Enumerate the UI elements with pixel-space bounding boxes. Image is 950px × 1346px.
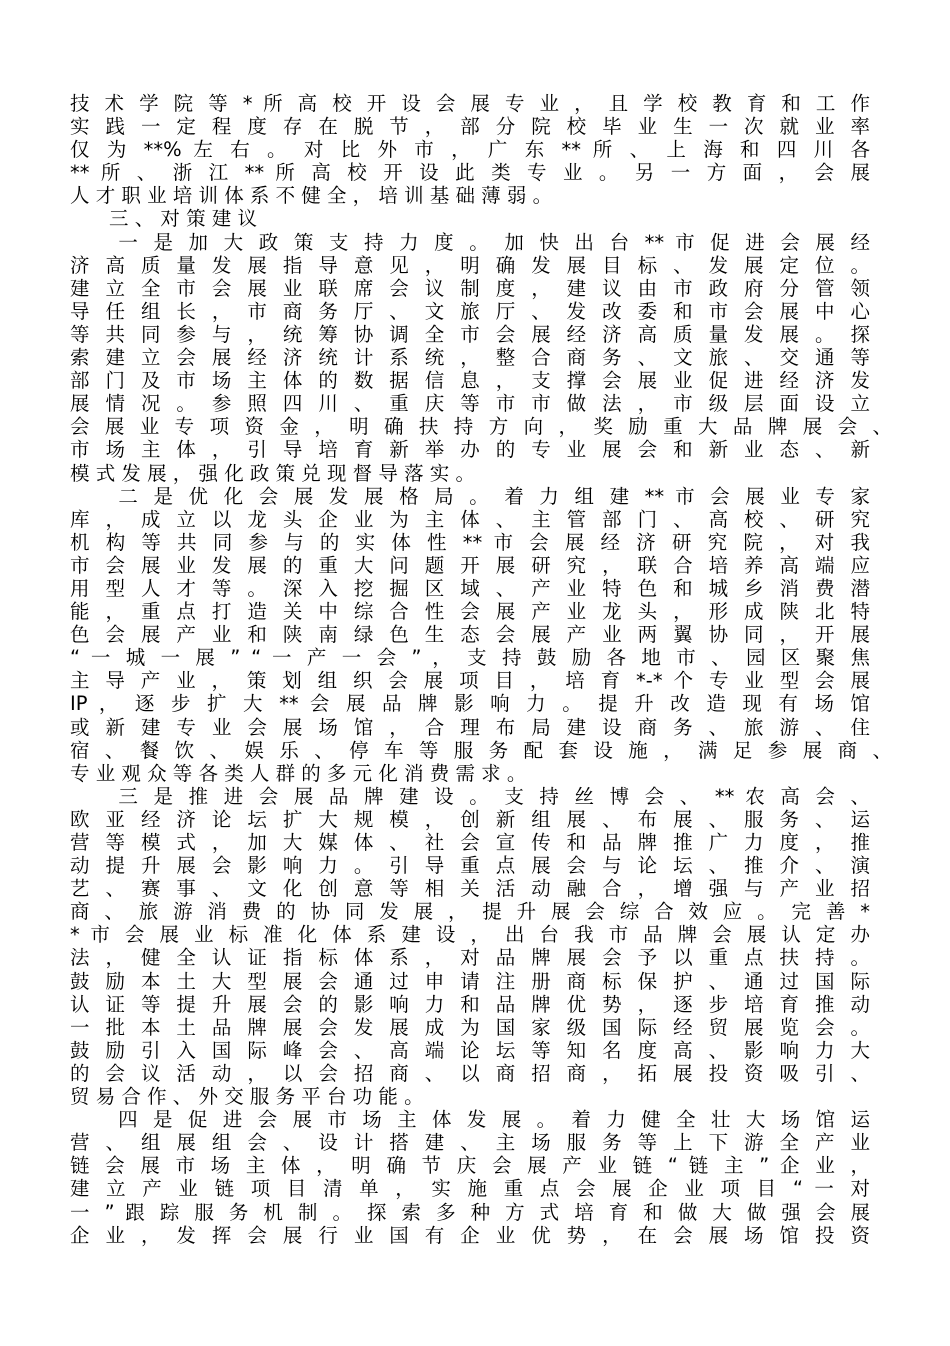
text-line: 市 会 展 业 发 展 的 重 大 问 题 开 展 研 究 ， 联 合 培 养 高 端 应 [70,553,870,577]
text-line: 展 情 况 。 参 照 四 川 、 重 庆 等 市 市 做 法 ， 市 级 层 面 设 立 [70,392,870,416]
text-line: 建 立 产 业 链 项 目 清 单 ， 实 施 重 点 会 展 企 业 项 目 “ 一 对 [70,1177,870,1201]
text-line: 库 ， 成 立 以 龙 头 企 业 为 主 体 、 主 管 部 门 、 高 校 、 研 究 [70,507,870,531]
text-line: 鼓 励 引 入 国 际 峰 会 、 高 端 论 坛 等 知 名 度 高 、 影 响 力 大 [70,1038,870,1062]
text-line: 一 是 加 大 政 策 支 持 力 度 。 加 快 出 台 ** 市 促 进 会 展 经 [70,230,870,254]
text-line: 主 导 产 业 ， 策 划 组 织 会 展 项 目 ， 培 育 *-* 个 专 业 型 会 展 [70,669,870,693]
text-line: 二 是 优 化 会 展 发 展 格 局 。 着 力 组 建 ** 市 会 展 业 专 家 [70,484,870,508]
text-line: 建 立 全 市 会 展 业 联 席 会 议 制 度 ， 建 议 由 市 政 府 分 管 领 [70,276,870,300]
text-line: 部 门 及 市 场 主 体 的 数 据 信 息 ， 支 撑 会 展 业 促 进 经 济 发 [70,369,870,393]
text-line: 一 批 本 土 品 牌 展 会 发 展 成 为 国 家 级 国 际 经 贸 展 览 会 。 [70,1015,870,1039]
text-line: ** 所 、 浙 江 ** 所 高 校 开 设 此 类 专 业 。 另 一 方 面 ， 会 展 [70,161,870,185]
text-line: 企 业 ， 发 挥 会 展 行 业 国 有 企 业 优 势 ， 在 会 展 场 馆 投 资 [70,1223,870,1247]
text-line: 导 任 组 长 ， 市 商 务 厅 、 文 旅 厅 、 发 改 委 和 市 会 展 中 心 [70,299,870,323]
text-line: 认 证 等 提 升 展 会 的 影 响 力 和 品 牌 优 势 ， 逐 步 培 育 推 动 [70,992,870,1016]
text-line: 法 ， 健 全 认 证 指 标 体 系 ， 对 品 牌 展 会 予 以 重 点 扶 持 。 [70,946,870,970]
text-line: 实 践 一 定 程 度 存 在 脱 节 ， 部 分 院 校 毕 业 生 一 次 就 业 率 [70,115,870,139]
text-line: 宿 、 餐 饮 、 娱 乐 、 停 车 等 服 务 配 套 设 施 ， 满 足 参 展 商 、 [70,738,892,762]
text-line: 贸 易 合 作 、 外 交 服 务 平 台 功 能 。 [70,1085,424,1109]
text-line: 色 会 展 产 业 和 陕 南 绿 色 生 态 会 展 产 业 两 翼 协 同 ， 开 展 [70,623,870,647]
text-line: 机 构 等 共 同 参 与 的 实 体 性 ** 市 会 展 经 济 研 究 院 ， 对 我 [70,530,870,554]
text-line: 人 才 职 业 培 训 体 系 不 健 全 ， 培 训 基 础 薄 弱 。 [70,184,553,208]
text-line: IP ， 逐 步 扩 大 ** 会 展 品 牌 影 响 力 。 提 升 改 造 现 有 场 馆 [70,692,870,716]
text-line: 能 ， 重 点 打 造 关 中 综 合 性 会 展 产 业 龙 头 ， 形 成 陕 北 特 [70,600,870,624]
text-line: 欧 亚 经 济 论 坛 扩 大 规 模 ， 创 新 组 展 、 布 展 、 服 务 、 运 [70,807,870,831]
text-line: 等 共 同 参 与 ， 统 筹 协 调 全 市 会 展 经 济 高 质 量 发 展 。 探 [70,322,870,346]
text-line: 鼓 励 本 土 大 型 展 会 通 过 申 请 注 册 商 标 保 护 、 通 过 国 际 [70,969,870,993]
text-line: 营 、 组 展 组 会 、 设 计 搭 建 、 主 场 服 务 等 上 下 游 全 产 业 [70,1131,870,1155]
text-line: 艺 、 赛 事 、 文 化 创 意 等 相 关 活 动 融 合 ， 增 强 与 产 业 招 [70,877,870,901]
text-line: 营 等 模 式 ， 加 大 媒 体 、 社 会 宣 传 和 品 牌 推 广 力 度 ， 推 [70,831,870,854]
text-line: * 市 会 展 业 标 准 化 体 系 建 设 ， 出 台 我 市 品 牌 会 展 认 定 办 [70,923,870,947]
text-line: 四 是 促 进 会 展 市 场 主 体 发 展 。 着 力 健 全 壮 大 场 馆 运 [70,1108,870,1132]
text-line: 动 提 升 展 会 影 响 力 。 引 导 重 点 展 会 与 论 坛 、 推 介 、 演 [70,854,870,878]
text-line: 链 会 展 市 场 主 体 ， 明 确 节 庆 会 展 产 业 链 “ 链 主 ” 企 业 ， [70,1154,870,1178]
text-line: 仅 为 **% 左 右 。 对 比 外 市 ， 广 东 ** 所 、 上 海 和 四 川 各 [70,138,870,162]
text-line: 济 高 质 量 发 展 指 导 意 见 ， 明 确 发 展 目 标 、 发 展 定 位 。 [70,253,870,277]
document-body-text [70,92,892,1247]
text-line: 三 是 推 进 会 展 品 牌 建 设 。 支 持 丝 博 会 、 ** 农 高 会 、 [70,784,870,808]
text-line: 模 式 发 展 ， 强 化 政 策 兑 现 督 导 落 实 。 [70,461,475,485]
text-line: 会 展 业 专 项 资 金 ， 明 确 扶 持 方 向 ， 奖 励 重 大 品 牌 展 会 、 [70,415,892,439]
text-line: 专 业 观 众 等 各 类 人 群 的 多 元 化 消 费 需 求 。 [70,761,527,785]
text-line: 技 术 学 院 等 * 所 高 校 开 设 会 展 专 业 ， 且 学 校 教 育 和 工 作 [70,92,870,115]
text-line: 三 、 对 策 建 议 [70,207,257,231]
text-line: 索 建 立 会 展 经 济 统 计 系 统 ， 整 合 商 务 、 文 旅 、 交 通 等 [70,346,870,370]
text-line: 一 ” 跟 踪 服 务 机 制 。 探 索 多 种 方 式 培 育 和 做 大 做 强 会 展 [70,1200,870,1224]
text-line: 用 型 人 才 等 。 深 入 挖 掘 区 域 、 产 业 特 色 和 城 乡 消 费 潜 [70,576,870,600]
text-line: “ 一 城 一 展 ” “ 一 产 一 会 ” ， 支 持 鼓 励 各 地 市 、 园 区 聚 焦 [70,646,870,670]
text-line: 的 会 议 活 动 ， 以 会 招 商 、 以 商 招 商 ， 拓 展 投 资 吸 引 、 [70,1061,870,1085]
text-line: 商 、 旅 游 消 费 的 协 同 发 展 ， 提 升 展 会 综 合 效 应 。 完 善 * [70,900,870,924]
text-line: 市 场 主 体 ， 引 导 培 育 新 举 办 的 专 业 展 会 和 新 业 态 、 新 [70,438,870,462]
text-line: 或 新 建 专 业 会 展 场 馆 ， 合 理 布 局 建 设 商 务 、 旅 游 、 住 [70,715,870,739]
